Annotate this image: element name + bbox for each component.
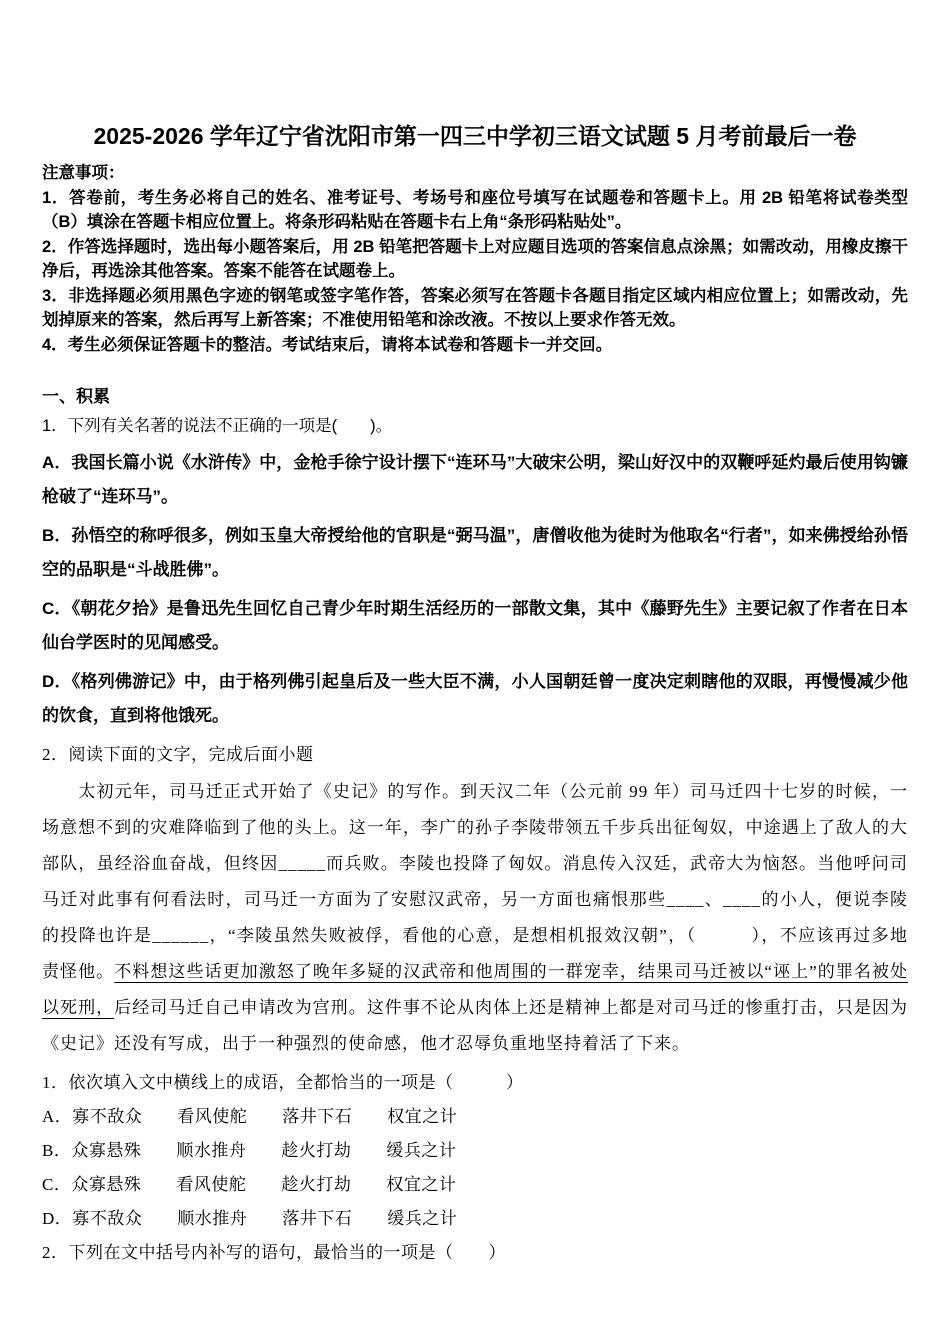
question-2-stem: 2．阅读下面的文字，完成后面小题	[42, 745, 314, 764]
sub-question-1-option-d: D．寡不敌众 顺水推舟 落井下石 缓兵之计	[42, 1209, 458, 1228]
notice-item-1: 1．答卷前，考生务必将自己的姓名、准考证号、考场号和座位号填写在试题卷和答题卡上。用 2B 铅笔将试卷类型（B）填涂在答题卡相应位置上。将条形码粘贴在答题卡右上角“条形码粘贴处”。	[42, 188, 908, 231]
question-1-option-b: B．孙悟空的称呼很多，例如玉皇大帝授给他的官职是“弼马温”，唐僧收他为徒时为他取名“行者”，如来佛授给孙悟空的品职是“斗战胜佛”。	[42, 526, 908, 579]
notice-item-3: 3．非选择题必须用黑色字迹的钢笔或签字笔作答，答案必须写在答题卡各题目指定区域内相应位置上；如需改动，先划掉原来的答案，然后再写上新答案；不准使用铅笔和涂改液。不按以上要求作答无效。	[42, 286, 908, 329]
question-1-option-a: A．我国长篇小说《水浒传》中，金枪手徐宁设计摆下“连环马”大破宋公明，梁山好汉中的双鞭呼延灼最后使用钩镰枪破了“连环马”。	[42, 453, 908, 506]
question-1-stem: 1．下列有关名著的说法不正确的一项是( )。	[42, 417, 393, 435]
section-heading: 一、积累	[42, 387, 110, 406]
section-accumulation	[42, 385, 908, 1270]
sub-question-1-option-c: C．众寡悬殊 看风使舵 趁火打劫 权宜之计	[42, 1175, 457, 1194]
sub-question-1-option-b: B．众寡悬殊 顺水推舟 趁火打劫 缓兵之计	[42, 1141, 457, 1160]
sub-question-1-stem: 1．依次填入文中横线上的成语，全都恰当的一项是（ ）	[42, 1073, 524, 1092]
sub-question-2-stem: 2．下列在文中括号内补写的语句，最恰当的一项是（ ）	[42, 1243, 506, 1262]
notice-item-4: 4．考生必须保证答题卡的整洁。考试结束后，请将本试卷和答题卡一并交回。	[42, 335, 613, 354]
page-title: 2025-2026 学年辽宁省沈阳市第一四三中学初三语文试题 5 月考前最后一卷	[93, 123, 857, 149]
notice-section	[42, 161, 908, 357]
sub-question-1-option-a: A．寡不敌众 看风使舵 落井下石 权宜之计	[42, 1107, 458, 1126]
reading-passage	[42, 774, 908, 1062]
passage-segment-underlined: 不料想这些话更加激怒了晚年多疑的汉武帝和他周围的一群宠幸，结果司马迁被以“诬上”的罪名被处以死刑，	[42, 962, 909, 1017]
notice-heading: 注意事项：	[42, 164, 125, 182]
passage-segment: 后经司马迁自己申请改为宫刑。这件事不论从肉体上还是精神上都是对司马迁的惨重打击，只是因为《史记》还没有写成，出于一种强烈的使命感，他才忍辱负重地坚持着活了下来。	[42, 998, 908, 1053]
question-1-option-d: D．《格列佛游记》中，由于格列佛引起皇后及一些大臣不满，小人国朝廷曾一度决定刺瞎他的双眼，再慢慢减少他的饮食，直到将他饿死。	[42, 672, 908, 725]
passage-segment: 太初元年，司马迁正式开始了《史记》的写作。到天汉二年（公元前 99 年）司马迁四十七岁的时候，一场意想不到的灾难降临到了他的头上。这一年，李广的孙子李陵带领五千步兵出征匈奴，中途遇上了敌人的大部队，虽经浴血奋战，但终因_____而兵败。李陵也投降了匈奴。消息传入汉廷，武帝大为恼怒。当他呼问司马迁对此事有何看法时，司马迁一方面为了安慰汉武帝，另一方面也痛恨那些____、____的小人，便说李陵的投降也许是______，“李陵虽然失败被俘，看他的心意，是想相机报效汉朝”，（ ），不应该再过多地责怪他。	[42, 782, 908, 981]
notice-item-2: 2．作答选择题时，选出每小题答案后，用 2B 铅笔把答题卡上对应题目选项的答案信息点涂黑；如需改动，用橡皮擦干净后，再选涂其他答案。答案不能答在试题卷上。	[42, 237, 908, 280]
question-1-option-c: C．《朝花夕拾》是鲁迅先生回忆自己青少年时期生活经历的一部散文集，其中《藤野先生》主要记叙了作者在日本仙台学医时的见闻感受。	[42, 599, 908, 652]
